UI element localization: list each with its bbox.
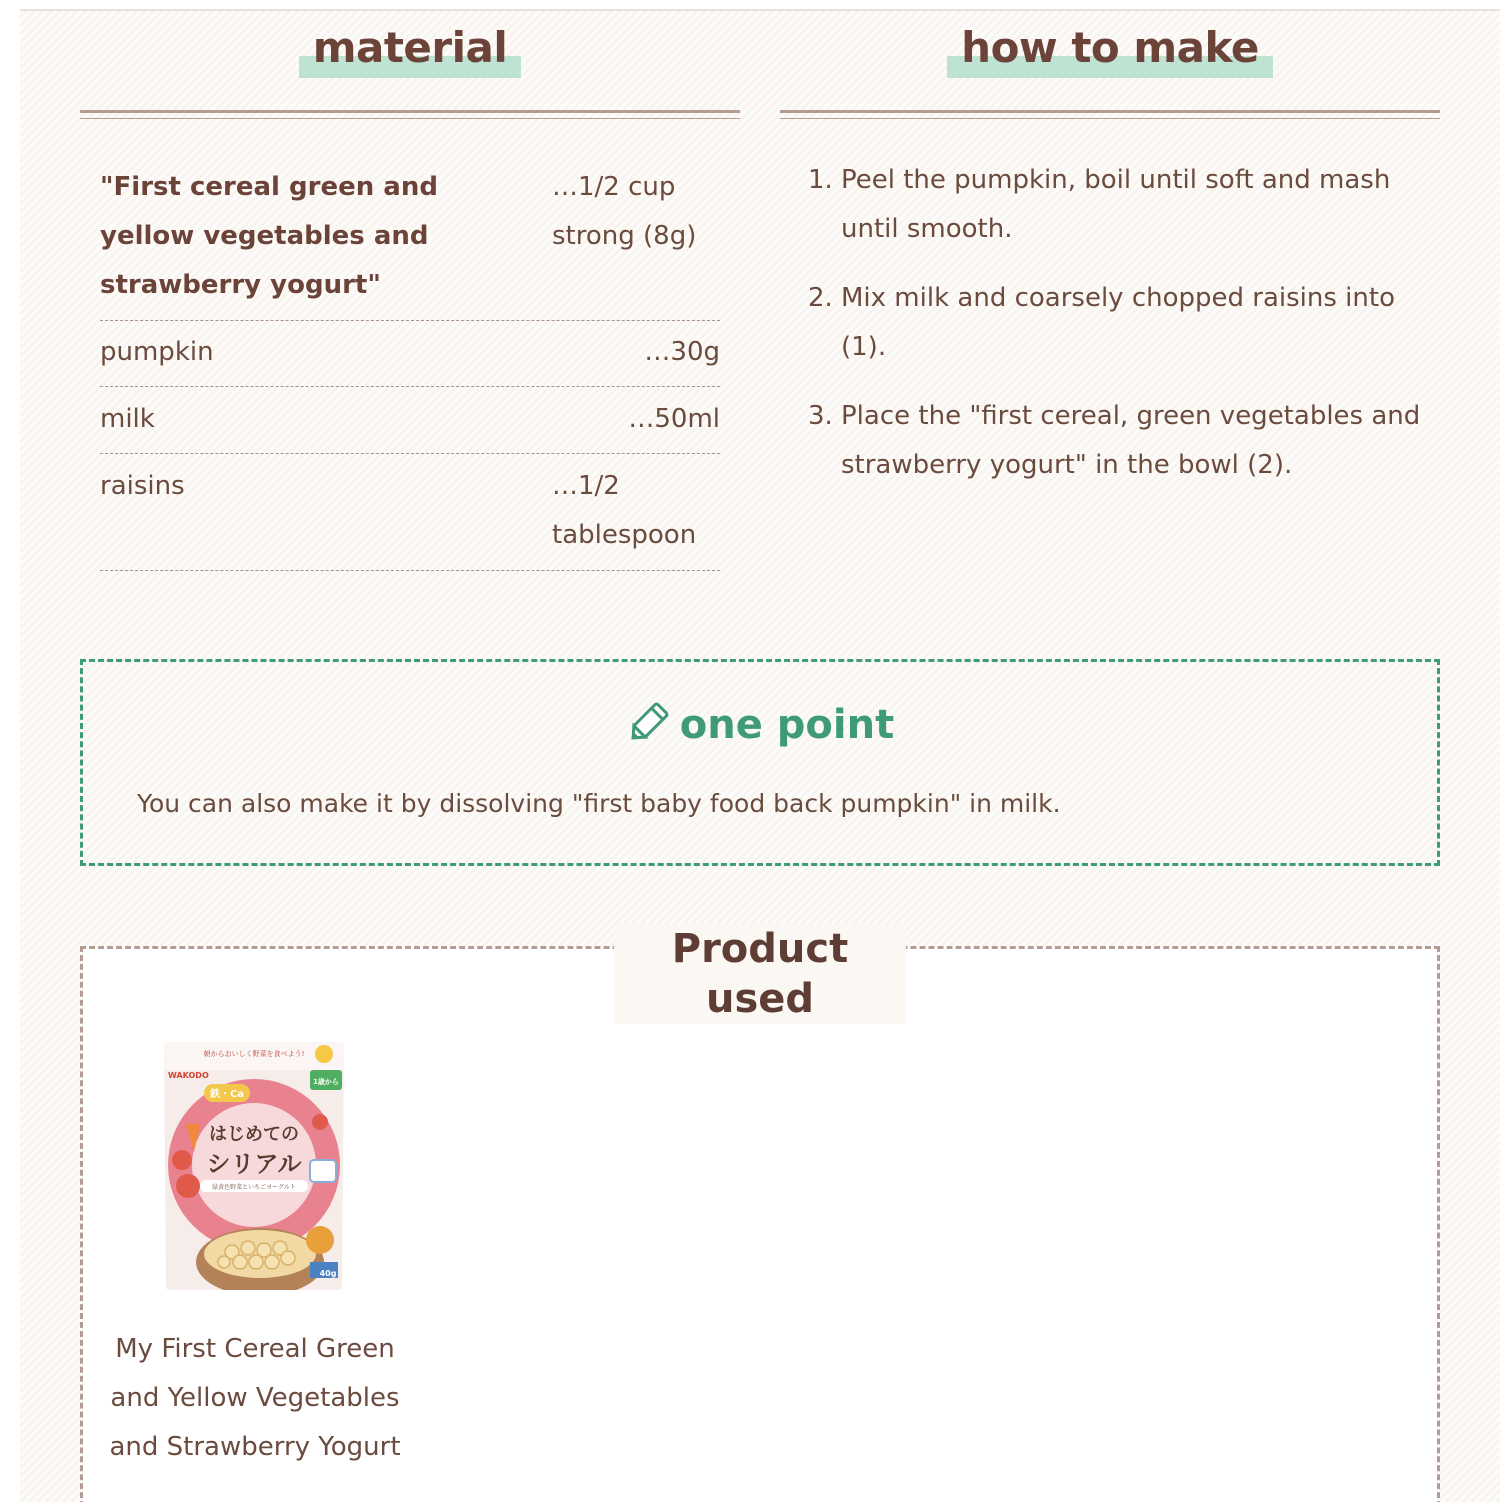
material-heading bbox=[80, 24, 740, 72]
one-point-box bbox=[80, 659, 1440, 866]
ingredient-name: milk bbox=[100, 404, 155, 434]
step-item bbox=[808, 156, 1428, 254]
step-number: 3. bbox=[808, 401, 833, 431]
how-to-make-heading bbox=[780, 24, 1440, 72]
steps-list bbox=[808, 156, 1428, 510]
package-headline: 朝からおいしく野菜を食べよう! bbox=[203, 1050, 305, 1058]
package-weight: 40g bbox=[319, 1269, 337, 1278]
product-used-title: Product used bbox=[614, 924, 906, 1024]
step-text: Peel the pumpkin, boil until soft and mash until smooth. bbox=[841, 165, 1391, 244]
material-row bbox=[100, 328, 720, 387]
material-row bbox=[100, 395, 720, 454]
step-number: 2. bbox=[808, 283, 833, 313]
ingredient-name: "First cereal green and yellow vegetables and strawberry yogurt" bbox=[100, 172, 438, 300]
how-to-make-title: how to make bbox=[947, 24, 1273, 72]
package-subtitle: 緑黄色野菜といちごヨーグルト bbox=[212, 1184, 296, 1191]
ingredient-amount: …50ml bbox=[628, 404, 720, 434]
page-edge bbox=[1500, 9, 1506, 1502]
one-point-text: You can also make it by dissolving "first baby food back pumpkin" in milk. bbox=[137, 789, 1061, 818]
ingredient-name: pumpkin bbox=[100, 337, 214, 367]
one-point-title: one point bbox=[679, 702, 895, 748]
product-image[interactable] bbox=[160, 1040, 348, 1292]
ingredient-amount: …30g bbox=[644, 337, 720, 367]
package-name-line1: はじめての bbox=[209, 1124, 299, 1145]
product-name[interactable]: My First Cereal Green and Yellow Vegetables and Strawberry Yogurt bbox=[109, 1334, 401, 1462]
ingredient-amount: …1/2 tablespoon bbox=[552, 471, 697, 550]
step-text: Mix milk and coarsely chopped raisins into (1). bbox=[841, 283, 1395, 362]
package-nutrient-badge: 鉄・Ca bbox=[209, 1089, 245, 1100]
package-brand: WAKODO bbox=[168, 1071, 209, 1080]
step-item bbox=[808, 392, 1428, 490]
material-divider bbox=[80, 110, 740, 119]
step-number: 1. bbox=[808, 165, 833, 195]
pencil-icon bbox=[626, 701, 670, 745]
material-row bbox=[100, 462, 720, 571]
how-to-make-divider bbox=[780, 110, 1440, 119]
material-title: material bbox=[299, 24, 522, 72]
one-point-heading bbox=[83, 700, 1437, 750]
ingredient-name: raisins bbox=[100, 471, 185, 501]
step-item bbox=[808, 274, 1428, 372]
ingredient-amount: …1/2 cup strong (8g) bbox=[552, 172, 697, 251]
package-name-line2: シリアル bbox=[206, 1150, 302, 1178]
step-text: Place the "first cereal, green vegetables and strawberry yogurt" in the bowl (2). bbox=[841, 401, 1421, 480]
material-row bbox=[100, 163, 720, 321]
package-age-badge: 1歳から bbox=[313, 1078, 339, 1086]
